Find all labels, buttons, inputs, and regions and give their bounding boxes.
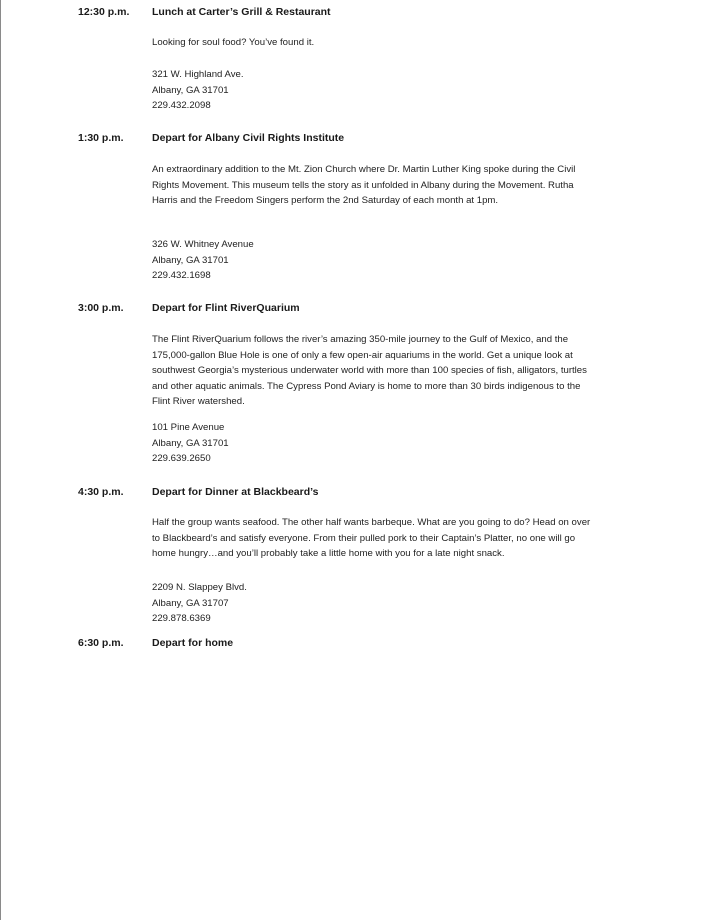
address-street: 2209 N. Slappey Blvd. <box>152 582 247 593</box>
address-phone: 229.432.1698 <box>152 270 211 282</box>
entry-time: 1:30 p.m. <box>78 132 124 144</box>
entry-description: An extraordinary addition to the Mt. Zion Church where Dr. Martin Luther King spoke during the Civil Rights Movement. This museum tells the story as it unfolded in Albany during the Movement. Rutha Harris and the Freedom Singers perform the 2nd Saturday of each month at 1pm. <box>152 164 576 207</box>
address-city: Albany, GA 31701 <box>152 84 229 96</box>
entry-description: Looking for soul food? You’ve found it. <box>152 37 315 48</box>
address-phone: 229.639.2650 <box>152 453 211 465</box>
entry-description: Half the group wants seafood. The other half wants barbeque. What are you going to do? Head on over to Blackbeard’s and satisfy everyone. From their pulled pork to their Captain’s Platter, no one will go home hungry…and you’ll probably take a little home with you for a late night snack. <box>152 517 591 560</box>
entry-title: Depart for Albany Civil Rights Institute <box>152 132 345 144</box>
entry-time: 6:30 p.m. <box>78 637 124 649</box>
entry-time: 3:00 p.m. <box>78 302 124 314</box>
address-city: Albany, GA 31707 <box>152 597 229 609</box>
entry-title: Lunch at Carter’s Grill & Restaurant <box>152 6 331 18</box>
entry-time: 4:30 p.m. <box>78 486 124 498</box>
address-street: 101 Pine Avenue <box>152 422 225 433</box>
entry-description: The Flint RiverQuarium follows the river’s amazing 350-mile journey to the Gulf of Mexico, and the 175,000-gallon Blue Hole is one of only a few open-air aquariums in the world. Get a unique look at southwest Georgia’s mysterious underwater world with more than 100 species of fish, alligators, turtles and other aquatic animals. The Cypress Pond Aviary is home to more than 30 birds indigenous to the Flint River watershed. <box>152 334 587 408</box>
address-phone: 229.432.2098 <box>152 100 211 112</box>
entry-time: 12:30 p.m. <box>78 6 130 18</box>
address-city: Albany, GA 31701 <box>152 437 229 449</box>
entry-title: Depart for home <box>152 637 234 649</box>
address-street: 326 W. Whitney Avenue <box>152 239 254 250</box>
entry-address <box>152 420 229 467</box>
entry-address <box>152 580 247 627</box>
address-phone: 229.878.6369 <box>152 613 211 625</box>
address-city: Albany, GA 31701 <box>152 254 229 266</box>
entry-address <box>152 67 244 114</box>
entry-address <box>152 237 254 284</box>
entry-title: Depart for Dinner at Blackbeard’s <box>152 486 319 498</box>
entry-title: Depart for Flint RiverQuarium <box>152 302 300 314</box>
address-street: 321 W. Highland Ave. <box>152 69 244 80</box>
